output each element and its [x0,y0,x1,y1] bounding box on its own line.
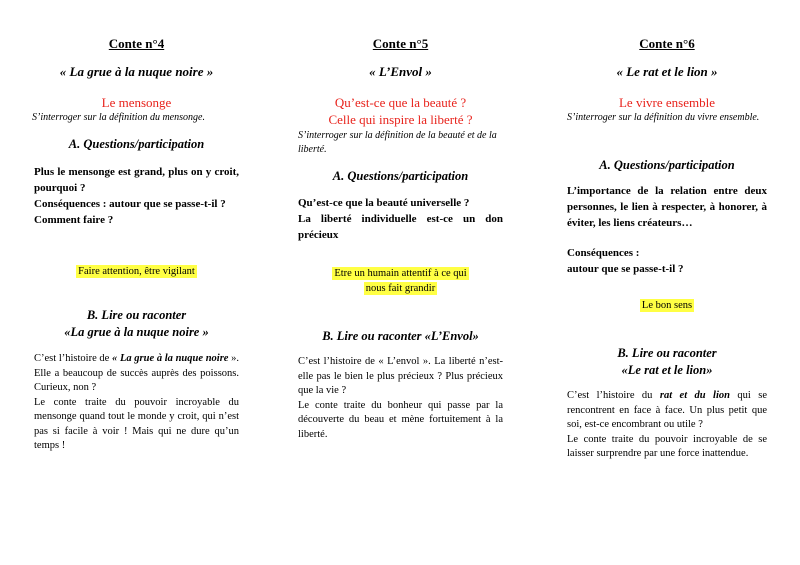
theme-label: Le vivre ensemble [618,95,715,110]
story-title: rat et du lion [659,390,730,401]
questions-text: Plus le mensonge est grand, plus on y croit, pourquoi ? Conséquences : autour que se passe-t-il ? Comment faire ? [34,166,239,226]
conte-subtitle: « La grue à la nuque noire » [59,64,214,79]
theme-label: Le mensonge [101,95,172,110]
highlight-text-line2: nous fait grandir [365,283,436,294]
section-a-heading: A. Questions/participation [599,158,735,172]
conte-subtitle: « L’Envol » [369,64,432,79]
story-rest: qui se rencontrent en face à face. Un plus petit que soi, est-ce encombrant ou utile ? Le conte traite du pouvoir incroyable de se laisser surprendre par une force inattendue. [567,390,767,459]
section-b-heading: B. Lire ou raconter «L’Envol» [322,329,479,343]
theme-note: S’interroger sur la définition de la beauté et de la liberté. [298,130,497,155]
section-a-heading: A. Questions/participation [332,169,469,183]
highlight-box [298,266,503,296]
story-text: C’est l’histoire de « L’envol ». La liberté n’est-elle pas le bien le plus précieux ? Plus précieux que la vie ? Le conte traite du bonheur qui passe par la découverte du beau et mène fortuitement à la liberté. [298,356,503,440]
conte-title: Conte n°6 [639,36,695,51]
story-prefix: C’est l’histoire du [567,390,660,401]
story-title: « La grue à la nuque noire [112,353,229,364]
story-rest: ». Elle a beaucoup de succès auprès des poissons. Curieux, non ? Le conte traite du pouvoir incroyable du mensonge quand tout le monde y croit, qui n’est pas si facile à voir ! Mais qui ne dure qu’un temps ! [34,353,240,451]
conte-subtitle: « Le rat et le lion » [616,64,718,79]
highlight-text: Le bon sens [641,300,693,311]
section-b-heading: B. Lire ou raconter «La grue à la nuque noire » [64,308,209,339]
story-text [34,352,239,454]
consequences-text: Conséquences : autour que se passe-t-il ? [567,247,684,275]
story-text [567,389,767,462]
highlight-text-line1: Etre un humain attentif à ce qui [334,268,467,279]
theme-label: Qu’est-ce que la beauté ? Celle qui inspire la liberté ? [328,95,473,127]
conte-title: Conte n°4 [108,36,165,51]
section-a-heading: A. Questions/participation [68,137,205,151]
theme-note: S’interroger sur la définition du mensonge. [32,112,205,123]
highlight-box [567,298,767,313]
theme-note: S’interroger sur la définition du vivre ensemble. [567,112,760,123]
questions-text: Qu’est-ce que la beauté universelle ? La liberté individuelle est-ce un don précieux [298,197,503,241]
highlight-box [34,264,239,279]
story-prefix: C’est l’histoire de [34,353,113,364]
conte-title: Conte n°5 [372,36,429,51]
section-b-heading: B. Lire ou raconter «Le rat et le lion» [617,346,717,377]
questions-text: L’importance de la relation entre deux personnes, le lien à respecter, à honorer, à éviter, les liens créateurs… [567,185,767,229]
highlight-text: Faire attention, être vigilant [78,266,195,277]
